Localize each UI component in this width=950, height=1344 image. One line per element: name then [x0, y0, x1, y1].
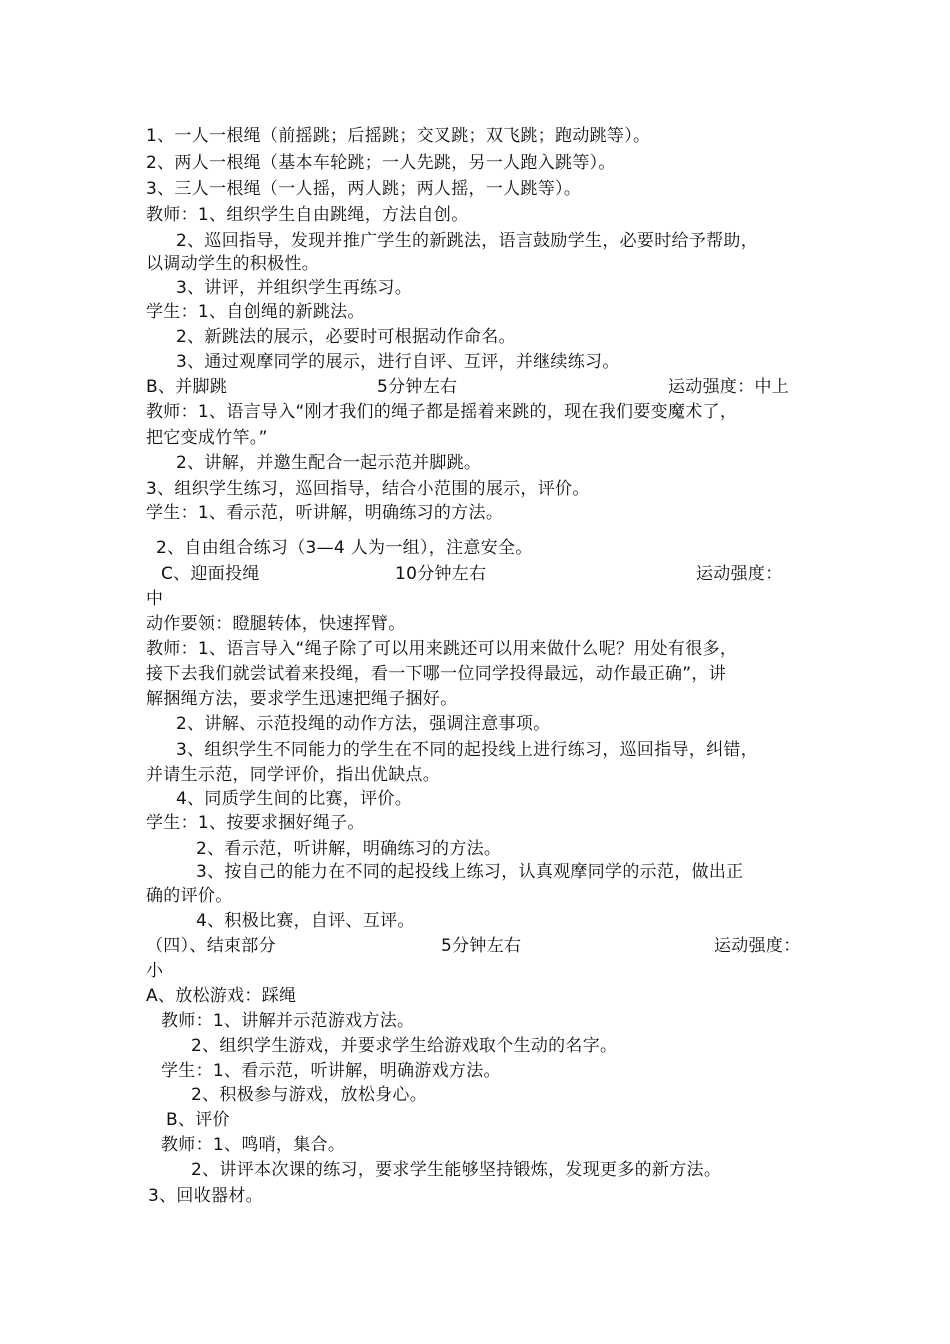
text-line: 2、积极参与游戏，放松身心。: [191, 1085, 428, 1105]
intensity-value: 中: [146, 589, 164, 609]
text-line: 教师：1、鸣哨，集合。: [161, 1135, 346, 1155]
text-line: 3、回收器材。: [148, 1186, 263, 1206]
text-line: 确的评价。: [146, 886, 233, 906]
text-line: 教师：1、组织学生自由跳绳，方法自创。: [146, 205, 469, 225]
text-line: 4、积极比赛，自评、互评。: [196, 911, 415, 931]
text-line: 动作要领：瞪腿转体，快速挥臂。: [146, 614, 406, 634]
text-line: 3、组织学生不同能力的学生在不同的起投线上进行练习，巡回指导，纠错，: [176, 740, 759, 760]
text-line: 并请生示范，同学评价，指出优缺点。: [146, 765, 441, 785]
section-heading: C、迎面投绳: [161, 564, 260, 584]
section-heading: （四）、结束部分: [146, 936, 276, 956]
text-line: 2、看示范，听讲解，明确练习的方法。: [196, 839, 502, 859]
text-line: 3、通过观摩同学的展示，进行自评、互评，并继续练习。: [176, 352, 620, 372]
text-line: 2、新跳法的展示，必要时可根据动作命名。: [176, 327, 516, 347]
text-line: 3、组织学生练习，巡回指导，结合小范围的展示，评价。: [146, 479, 590, 499]
text-line: 2、自由组合练习（3—4 人为一组），注意安全。: [156, 538, 533, 558]
text-line: 3、讲评，并组织学生再练习。: [176, 278, 413, 298]
text-line: 2、讲评本次课的练习，要求学生能够坚持锻炼，发现更多的新方法。: [191, 1160, 722, 1180]
text-line: 2、组织学生游戏，并要求学生给游戏取个生动的名字。: [191, 1036, 618, 1056]
duration-label: 10分钟左右: [395, 564, 487, 584]
section-heading: B、并脚跳: [146, 377, 228, 397]
text-line: 学生：1、看示范，听讲解，明确练习的方法。: [146, 503, 504, 523]
text-line: 接下去我们就尝试着来投绳，看一下哪一位同学投得最远，动作最正确”，讲: [146, 664, 727, 684]
text-line: 1、一人一根绳（前摇跳；后摇跳；交叉跳；双飞跳；跑动跳等）。: [146, 126, 651, 146]
text-line: 3、按自己的能力在不同的起投线上练习，认真观摩同学的示范，做出正: [196, 862, 744, 882]
text-line: 把它变成竹竿。”: [146, 428, 268, 448]
text-line: 教师：1、讲解并示范游戏方法。: [161, 1011, 415, 1031]
text-line: 教师：1、语言导入“刚才我们的绳子都是摇着来跳的，现在我们要变魔术了，: [146, 402, 738, 422]
intensity-value: 小: [146, 961, 164, 981]
text-line: 2、两人一根绳（基本车轮跳；一人先跳，另一人跑入跳等）。: [146, 153, 616, 173]
text-line: 4、同质学生间的比赛，评价。: [176, 789, 413, 809]
section-heading: A、放松游戏：踩绳: [146, 986, 297, 1006]
text-line: 以调动学生的积极性。: [146, 254, 319, 274]
text-line: 学生：1、看示范，听讲解，明确游戏方法。: [161, 1061, 501, 1081]
intensity-label: 运动强度：中上: [668, 377, 790, 397]
text-line: 2、讲解，并邀生配合一起示范并脚跳。: [176, 453, 482, 473]
text-line: 2、巡回指导，发现并推广学生的新跳法，语言鼓励学生，必要时给予帮助，: [176, 231, 759, 251]
intensity-label: 运动强度：: [714, 936, 801, 956]
text-line: 解捆绳方法，要求学生迅速把绳子捆好。: [146, 689, 458, 709]
text-line: 2、讲解、示范投绳的动作方法，强调注意事项。: [176, 714, 551, 734]
intensity-label: 运动强度：: [696, 564, 783, 584]
text-line: 学生：1、按要求捆好绳子。: [146, 813, 365, 833]
duration-label: 5分钟左右: [377, 377, 458, 397]
text-line: 教师：1、语言导入“绳子除了可以用来跳还可以用来做什么呢？用处有很多，: [146, 639, 738, 659]
section-heading: B、评价: [166, 1110, 230, 1130]
duration-label: 5分钟左右: [441, 936, 522, 956]
text-line: 3、三人一根绳（一人摇，两人跳；两人摇，一人跳等）。: [146, 179, 582, 199]
text-line: 学生：1、自创绳的新跳法。: [146, 302, 365, 322]
